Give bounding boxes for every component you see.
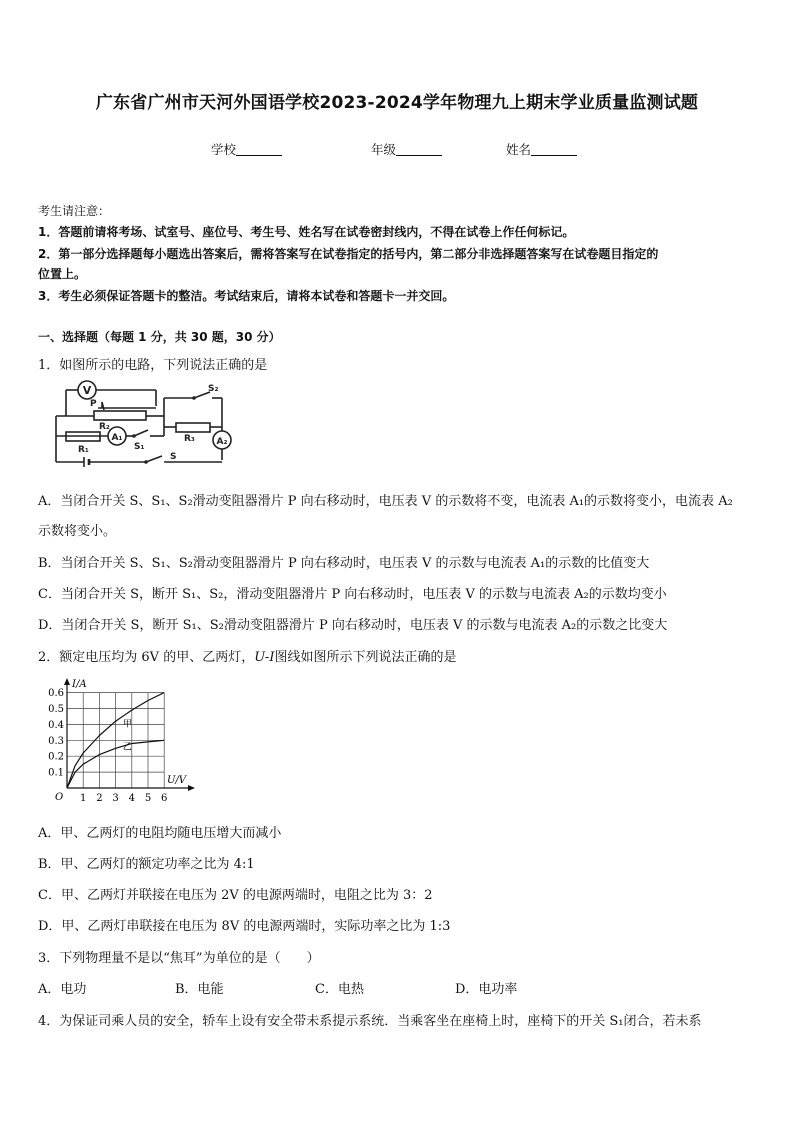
q1-option-a: A．当闭合开关 S、S₁、S₂滑动变阻器滑片 P 向右移动时，电压表 V 的示数将不变，电流表 A₁的示数将变小，电流表 A₂	[38, 494, 733, 509]
q3-stem: 3．下列物理量不是以“焦耳”为单位的是（ ）	[38, 951, 320, 966]
q1-option-d: D．当闭合开关 S，断开 S₁、S₂滑动变阻器滑片 P 向右移动时，电压表 V 的示数与电流表 A₂的示数之比变大	[38, 618, 668, 633]
q2-option-a: A．甲、乙两灯的电阻均随电压增大而减小	[38, 826, 282, 841]
grade-label: 年级	[371, 142, 397, 157]
grade-blank[interactable]	[396, 143, 442, 156]
x-tick-label: 6	[161, 793, 168, 804]
y-tick-label: 0.5	[48, 704, 64, 715]
name-field[interactable]	[506, 140, 577, 158]
grade-field[interactable]	[371, 140, 442, 158]
origin-label: O	[55, 792, 64, 803]
q2-option-b: B．甲、乙两灯的额定功率之比为 4:1	[38, 857, 255, 872]
notice-heading: 考生请注意：	[38, 204, 111, 218]
q1-option-c: C．当闭合开关 S，断开 S₁、S₂，滑动变阻器滑片 P 向右移动时，电压表 V 的示数与电流表 A₂的示数均变小	[38, 587, 667, 602]
x-tick-label: 2	[96, 793, 103, 804]
q2-stem	[38, 646, 456, 665]
page-title: 广东省广州市天河外国语学校2023-2024学年物理九上期末学业质量监测试题	[95, 93, 699, 113]
y-tick-label: 0.3	[48, 735, 64, 747]
q3-option-d: D．电功率	[455, 982, 518, 997]
q1-circuit-diagram	[42, 378, 238, 470]
x-axis-label: U/V	[167, 775, 187, 786]
label-a2: A₂	[216, 437, 228, 447]
school-label: 学校	[211, 142, 237, 157]
q2-option-c: C．甲、乙两灯并联接在电压为 2V 的电源两端时，电阻之比为 3：2	[38, 888, 433, 903]
q1-stem: 1．如图所示的电路，下列说法正确的是	[38, 358, 268, 373]
q2-ui-chart	[40, 675, 200, 810]
label-s1: S₁	[134, 442, 145, 452]
label-r1: R₁	[78, 445, 89, 455]
notice-item-1: 1．答题前请将考场、试室号、座位号、考生号、姓名写在试卷密封线内，不得在试卷上作任何标记。	[38, 225, 575, 239]
q3-option-c: C．电热	[315, 982, 364, 997]
q3-option-b: B．电能	[175, 982, 224, 997]
series-name-label: 甲	[122, 719, 132, 730]
label-p: P	[90, 399, 97, 409]
name-blank[interactable]	[531, 143, 577, 156]
label-r3: R₃	[184, 434, 195, 444]
label-a1: A₁	[111, 433, 123, 443]
series-name-label: 乙	[122, 742, 132, 753]
y-axis-arrow	[64, 678, 70, 685]
y-tick-label: 0.1	[48, 767, 64, 779]
school-field[interactable]	[211, 140, 282, 158]
section-heading: 一、选择题（每题 1 分，共 30 题，30 分）	[38, 330, 281, 344]
notice-item-2-cont: 位置上。	[38, 267, 87, 281]
x-axis-arrow	[188, 785, 195, 791]
y-tick-label: 0.4	[48, 719, 64, 731]
label-r2: R₂	[99, 422, 110, 432]
q3-option-a: A．电功	[38, 982, 87, 997]
q2-option-d: D．甲、乙两灯串联接在电压为 8V 的电源两端时，实际功率之比为 1:3	[38, 919, 451, 934]
label-s: S	[170, 452, 177, 462]
name-label: 姓名	[506, 142, 532, 157]
x-tick-label: 4	[128, 793, 135, 804]
q2-stem-after: 图线如图所示下列说法正确的是	[274, 650, 457, 665]
label-s2: S₂	[208, 384, 219, 394]
x-tick-label: 3	[112, 793, 119, 804]
y-tick-label: 0.2	[48, 751, 64, 763]
school-blank[interactable]	[236, 143, 282, 156]
notice-item-3: 3．考生必须保证答题卡的整洁。考试结束后，请将本试卷和答题卡一并交回。	[38, 289, 455, 303]
q1-option-a-cont: 示数将变小。	[38, 524, 117, 539]
q2-stem-before: 2．额定电压均为 6V 的甲、乙两灯，	[38, 650, 255, 665]
x-tick-label: 1	[80, 793, 87, 804]
q2-stem-ui: U-I	[254, 650, 275, 665]
label-v: V	[82, 384, 92, 397]
x-tick-label: 5	[144, 793, 152, 804]
y-axis-label: I/A	[72, 679, 87, 690]
y-tick-label: 0.6	[48, 688, 64, 700]
q4-stem: 4．为保证司乘人员的安全，轿车上设有安全带未系提示系统．当乘客坐在座椅上时，座椅下的开关 S₁闭合，若未系	[38, 1014, 702, 1029]
q1-option-b: B．当闭合开关 S、S₁、S₂滑动变阻器滑片 P 向右移动时，电压表 V 的示数与电流表 A₁的示数的比值变大	[38, 556, 650, 571]
notice-item-2: 2．第一部分选择题每小题选出答案后，需将答案写在试卷指定的括号内，第二部分非选择题答案写在试卷题目指定的	[38, 247, 659, 261]
